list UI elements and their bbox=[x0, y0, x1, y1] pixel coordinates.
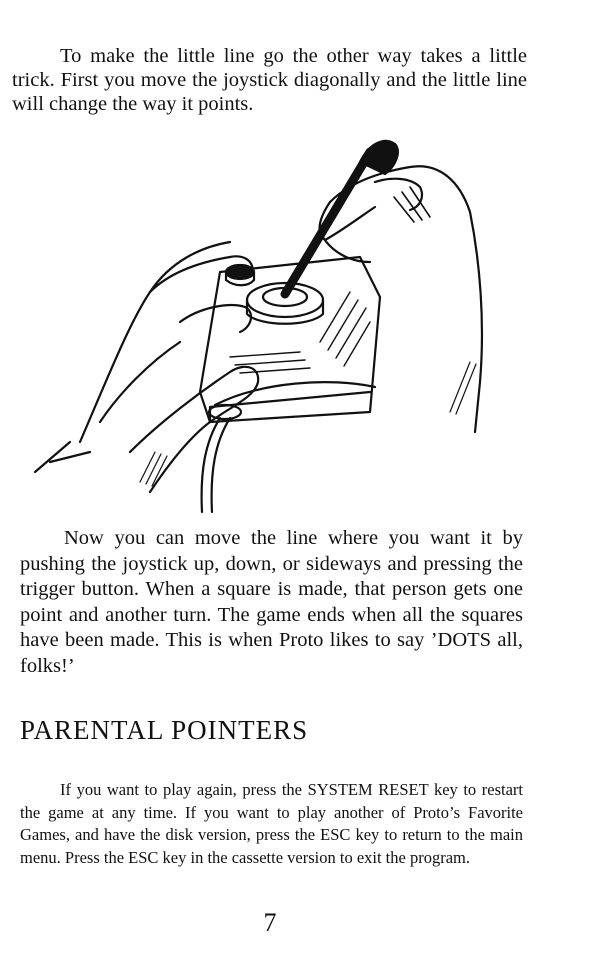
instructions-paragraph bbox=[20, 526, 523, 679]
intro-paragraph bbox=[12, 44, 527, 116]
parental-pointers-text: If you want to play again, press the SYSTEM RESET key to restart the game at any time. If you want to play another of Proto’s Favorite Games, and have the disk version, press the ESC key to return to the main menu. Press the ESC key in the cassette version to exit the program. bbox=[20, 780, 523, 867]
page-number: 7 bbox=[263, 908, 277, 937]
section-heading: PARENTAL POINTERS bbox=[20, 715, 309, 745]
joystick-hands-illustration bbox=[30, 122, 530, 517]
intro-paragraph-text: To make the little line go the other way takes a little trick. First you move the joystick diagonally and the little line will change the way it points. bbox=[12, 45, 527, 115]
parental-pointers-paragraph bbox=[20, 779, 523, 869]
instructions-paragraph-text: Now you can move the line where you want it by pushing the joystick up, down, or sideways and pressing the trigger button. When a square is made, that person gets one point and another turn. The game ends when all the squares have been made. This is when Proto likes to say ’DOTS all, folks!’ bbox=[20, 527, 523, 677]
